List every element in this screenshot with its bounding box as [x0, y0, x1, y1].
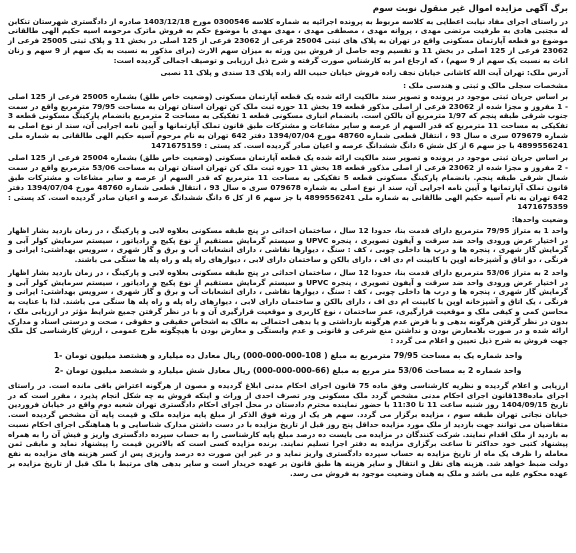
- section-title: مشخصات سجلی مالک و ثبتی و هندسی ملک :: [403, 81, 568, 91]
- units-status-title: وضعیت واحدها:: [511, 215, 568, 225]
- registry-item-2: بر اساس جریان ثبتی موجود در پرونده و تصویر سند مالکیت ارائه شده یک قطعه آپارتمان مسکونی (وضعیت خاص طلق) بشماره 25004 فرعی از 125 اصلی - 2 مفروز و مجزا شده از 23062 فرعی از اصلی مذکور قطعه 18 بخش 11 حوزه ثبت ملک کن تهران استان تهران به مساحت 53/06 مترمربع واقع در سمت شمال شرقی طبقه پنجم. بانضمام پارکینگ مسکونی قطعه 5 تفکیکی به مساحت 11 مترمربع که قدر السهم از عرصه و سایر مشاعات و مشترکات طبق قانون تملک آپارتمانها و آیین نامه اجرایی آن، سند از نوع اصلی به شماره 079678 سری ه سال 93 ، انتقال قطعی شماره 48760 مورخ 1394/07/04 دفتر 642 تهران به نام آسیه حکیم الهی طالقانی به شماره ملی 4899556241 با جز سهم 6 از کل 6 دانگ ششدانگ عرصه و اعیان صادر گردیده است. کد پستی : 1471675359: [8, 153, 569, 212]
- intro-paragraph: در راستای اجرای مفاد نیابت اعطایی به کلاسه مربوط به پرونده اجرائیه به شماره کلاسه 0300546 مورخ 1403/12/18 صادره از دادگستری شهرستان تنکابن له مجتبی هادی به طرفیت مرتضی مهدی ، پروانه مهدی ، مصطفی مهدی ، مهدی مهدی با موضوع حکم به فروش ماترک مرحومه اسیه حکیم الهی طالقانی موضوع دو قطعه آپارتمان مسکونی واقع در تهران به پلاک های ثبتی 25004 فرعی از 23062 فرعی از 125 اصلی در بخش 11 و پلاک ثبتی 25005 فرعی از 23062 فرعی از 125 اصلی در بخش 11 و تقسیم وجه حاصل از فروش بین ورثه به میزان سهم الارث (برای مذکور به نسبت به یک سهم از 9 سهم و زنان اناث به نسبت یک سهم از 9 سهم) ، که ارجاع امر به کارشناس صورت گرفته و شرح ذیل ارزیابی و توصیف اجمالی گردیده است:: [8, 16, 568, 65]
- unit-2-price: واحد شماره 2 به مساحت 53/06 متر مربع به مبلغ (66-000-000-000) ریال معادل شش میلیارد و ششصد میلیون تومان -2: [54, 366, 522, 376]
- property-address: آدرس ملک: تهران آیت الله کاشانی خیابان نجف زاده فروش خیابان حبیب الله زاده پلاک 13 سندی و پلاک 11 نصبی: [160, 68, 568, 78]
- unit-1-price: واحد شماره یک به مساحت 79/95 مترمربع به مبلغ ( 108-000-000-000) ریال معادل ده میلیارد و هشتصد میلیون تومان -1: [53, 351, 523, 361]
- notice-title: برگ آگهی مزایده اموال غیر منقول نوبت سوم: [372, 4, 568, 14]
- closing-paragraph: ارزیابی و اعلام گردیده و نظریه کارشناسی وفق ماده 75 قانون اجرای احکام مدنی ابلاغ گردیده و مصون از هرگونه اعتراض باقی مانده است. در راستای اجرای ماده138قانون اجرای احکام مدنی مشخص گردد ملک مسکونی ودر تصرف احدی از وراث و اینکه فروش به چه شکل انجام پذیرد ، مقرر است که در تاریخ 1404/09/15 روز شنبه ساعت 11 تا 11:30 با حضور نماینده محترم دادستان در محل اجرای احکام دادگستری تهران شعبه دوم واقع در خیابان فروردین خیابان نجاتی تهران طبقه سوم ، مزایده برگزار می گردد. سهم هر یک از ورثه فوق الذکر از مبلغ پایه مزایده ملک و قیمت پایه آن مشخص گردیده است. متقاضیان می توانند جهت بازدید از ملک مورد مزایده حداقل پنج روز قبل از تاریخ مزایده با در دست داشتن مدارک شناسایی و با هماهنگی اجرای احکام نسبت به بازدید از ملک اقدام نمایند. شرکت کنندگان در مزایده می بایست ده درصد مبلغ پایه کارشناسی را به حساب سپرده دادگستری واریز و فیش آن را به همراه پیشنهاد کتبی خود حداکثر تا ساعت برگزاری مزایده به دفتر اجرا تسلیم نمایند. برنده مزایده کسی است که بالاترین قیمت را پیشنهاد نماید و مابقی ثمن معامله را ظرف یک ماه از تاریخ مزایده به حساب سپرده دادگستری واریز نماید و در غیر این صورت ده درصد واریزی پس از کسر هزینه های مزایده به نفع دولت ضبط خواهد شد. هزینه های نقل و انتقال و سایر هزینه ها طبق قانون بر عهده خریدار است و سایر بدهی های مرتبط با ملک قبل از تاریخ مزایده بر عهده محکوم علیه می باشد و ملک به همان وضعیت موجود به فروش می رسد.: [8, 380, 569, 478]
- unit-1-description: واحد 1 به متراژ 79/95 مترمربع دارای قدمت بنا، حدودا 12 سال ، ساختمان احداثی در پنج طبقه مسکونی بعلاوه لابی و پارکینگ ، در زمان بازدید بشار اظهار در اختیار عرض ورودی واحد ضد سرقت و آیفون تصویری ، پنجره UPVC و سیستم گرمایش مستقیم از نوع پکیج و رادیاتور ، سیستم سرمایش کولر آبی و گرمایش گاز شهری ، پنجره ها و درب ها داخلی چوبی ، کف : سنگ ، دیوارها نقاشی ، دارای انشعابات آب و برق و گاز شهری ، سرویس بهداشتی: ایرانی و فرنگی ، دو اتاق و آشپزخانه اوپن با کابینت ام دی اف ، دارای بالکن و ساختمان دارای لابی ، دیوارهای راه پله و راه پله ها سنگی می باشند.: [8, 225, 568, 265]
- unit-2-description: واحد 2 به متراژ 53/06 مترمربع دارای قدمت بنا، حدودا 12 سال ، ساختمان احداثی در پنج طبقه مسکونی بعلاوه لابی و پارکینگ ، در زمان بازدید بشار اظهار در اختیار عرض ورودی واحد ضد سرقت و آیفون تصویری ، پنجره UPVC و سیستم گرمایش مستقیم از نوع پکیج و رادیاتور ، سیستم سرمایش کولر آبی و گرمایش گاز شهری ، پنجره ها و درب ها داخلی چوبی ، کف : سنگ ، دیوارها نقاشی ، دارای انشعابات آب و برق و گاز شهری ، سرویس بهداشتی: ایرانی و فرنگی ، یک اتاق و آشپزخانه اوپن با کابینت ام دی اف ، دارای بالکن و ساختمان دارای لابی ، دیوارهای راه پله و راه پله ها سنگی می باشند. لذا با عنایت به محاسن کمی و کیفی ملک و موقعیت قرارگیری، عمر ساختمان ، نوع کاربری و موقعیت قرارگیری آن و با در نظر گرفتن جمیع شرایط مؤثر در ارزیابی ملک ، بدون در نظر گرفتن هرگونه بدهی و با فرض عدم هرگونه بازداشتی و یا بدهی احتمالی به مالک به اشخاص حقیقی و حقوقی ، صحت و درستی اسناد و مدارک ارائه شده و در صورت بلامعارض بودن و نداشتن منع شرعی و قانونی و عدم وابستگی و معارض بودن با هیچگونه طرح عمومی ، ارزش کارشناسی کل ملک جهت فروش به شرح ذیل تعیین و اعلام می گردد :: [8, 267, 568, 346]
- registry-item-1: بر اساس جریان ثبتی موجود در پرونده و تصویر سند مالکیت ارائه شده یک قطعه آپارتمان مسکونی (وضعیت خاص طلق) بشماره 25005 فرعی از 125 اصلی - 1 مفروز و مجزا شده از 23062 فرعی از اصلی مذکور قطعه 19 بخش 11 حوزه ثبت ملک کن تهران استان تهران به مساحت 79/95 مترمربع واقع در سمت جنوب شرقی طبقه پنجم که 1/97 مترمربع آن بالکن است. بانضمام انباری مسکونی قطعه 1 تفکیکی به مساحت 2 مترمربع بانضمام پارکینگ مسکونی قطعه 3 تفکیکی به مساحت 11 مترمربع که قدر السهم از عرصه و سایر مشاعات و مشترکات طبق قانون تملک آپارتمانها و آیین نامه اجرایی آن، سند از نوع اصلی به شماره 079679 سری ه سال 93 ، انتقال قطعی شماره 48760 مورخ 1394/07/04 دفتر 642 تهران به نام مرحوم آسیه حکیم الهی طالقانی به شماره ملی 4899556241 با جز سهم 6 از کل شش 6 دانگ ششدانگ عرصه و اعیان صادر گردیده است. کد پستی : 1471675159: [8, 91, 569, 150]
